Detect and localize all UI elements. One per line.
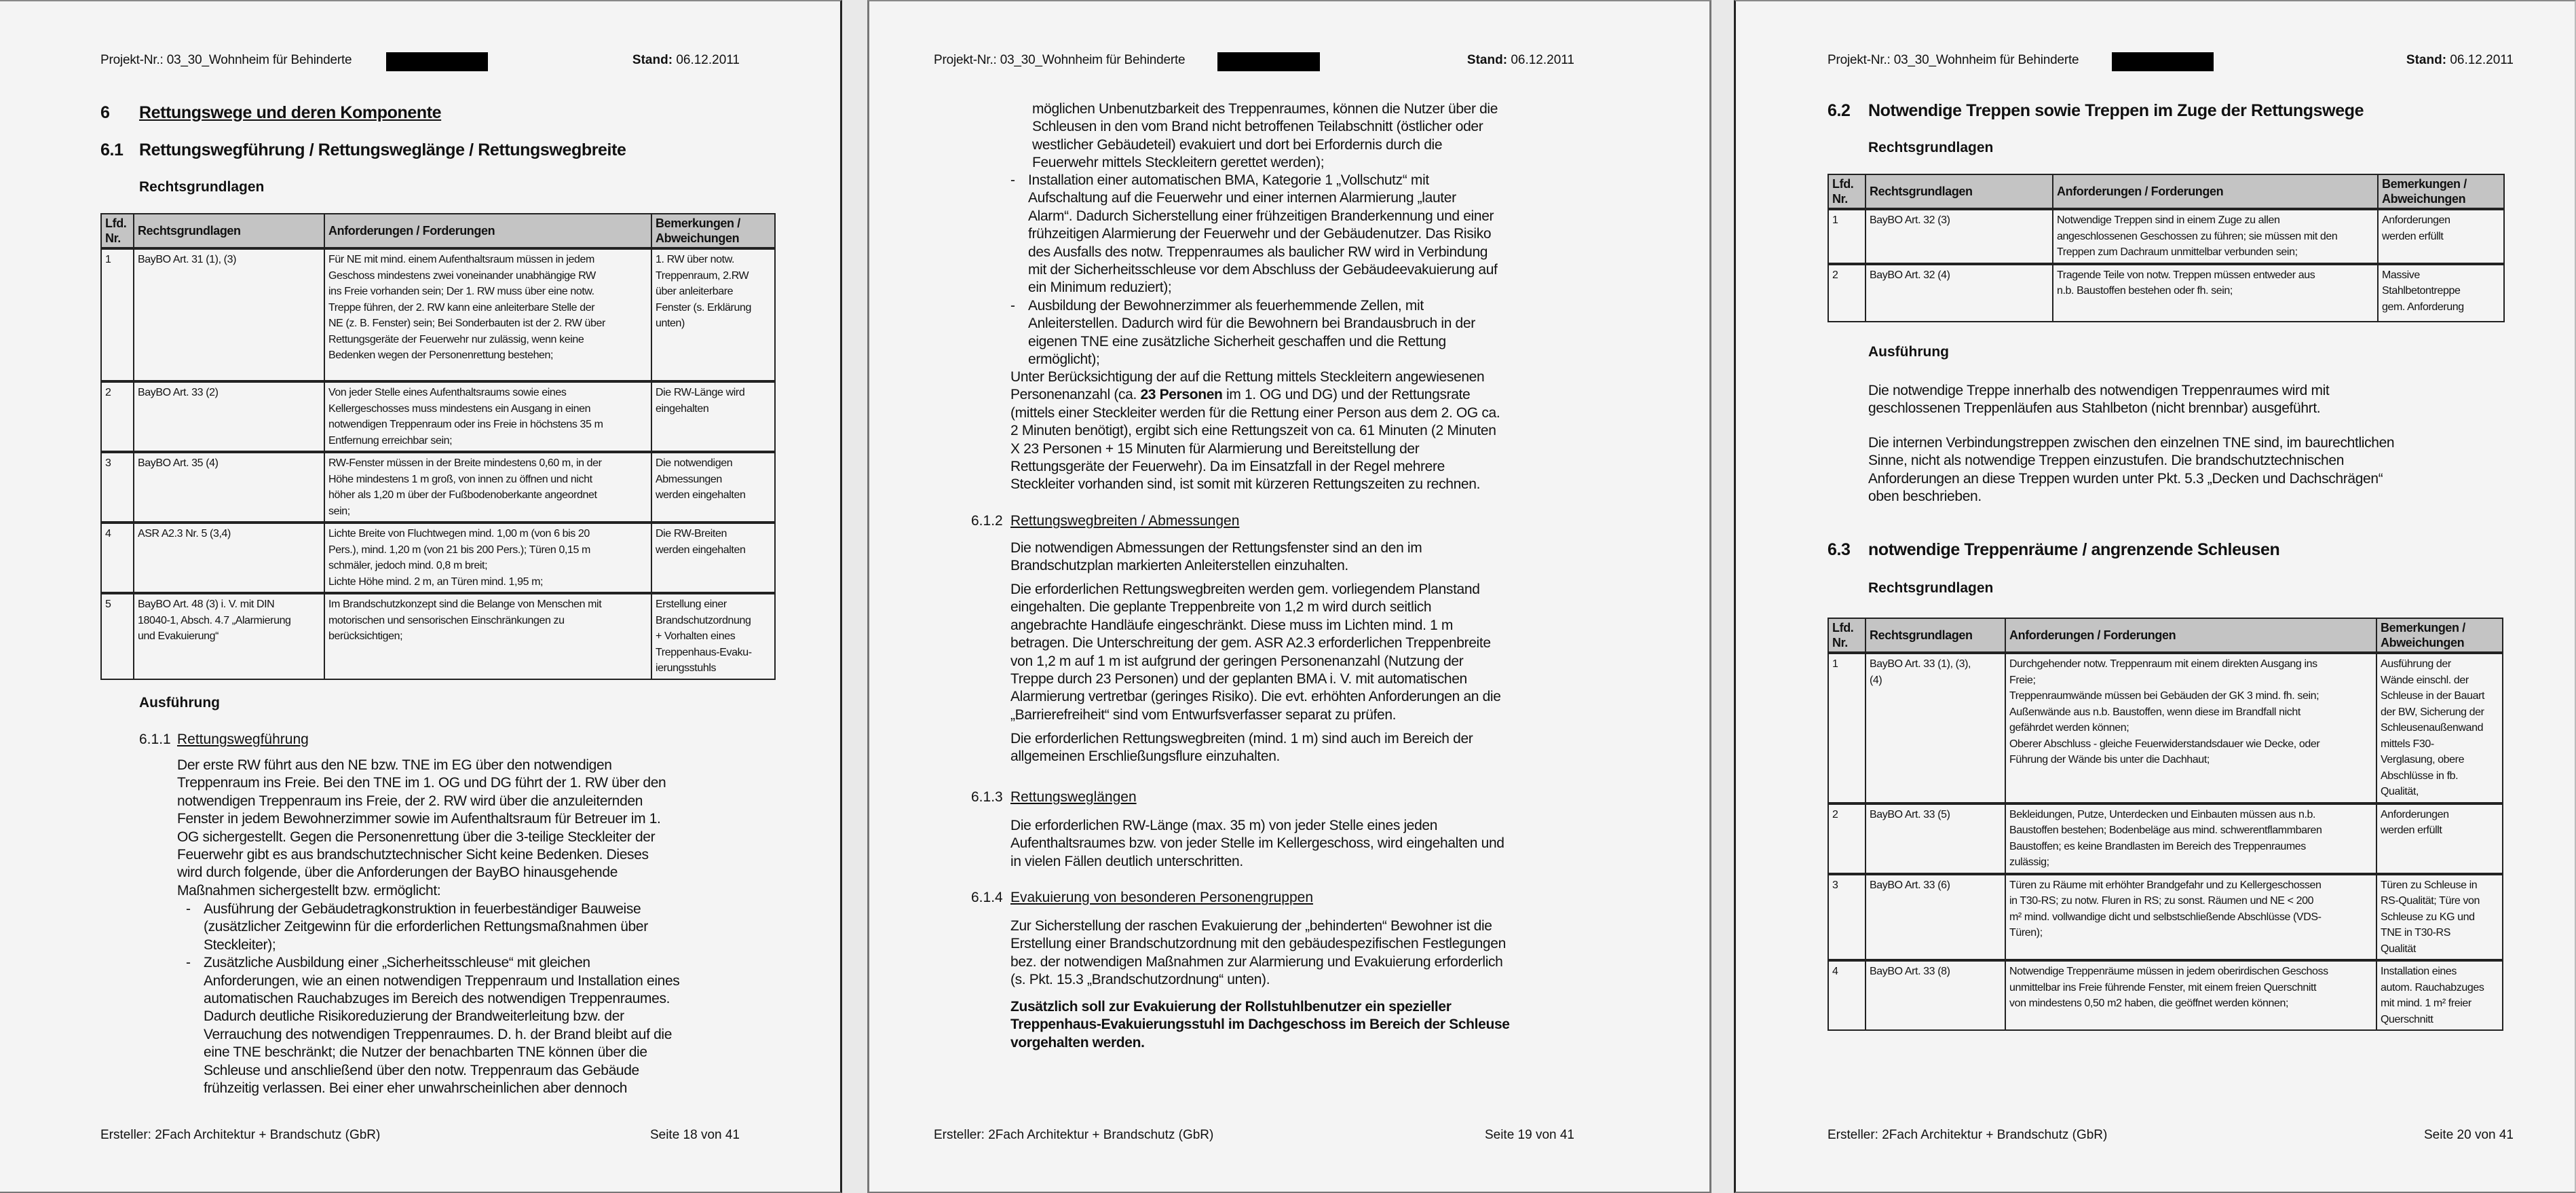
cell-requirements: Lichte Breite von Fluchtwegen mind. 1,00 m (von 6 bis 20 Pers.), mind. 1,20 m (von 21 bis 200 Pers.); Türen 0,15 m schmäler, jedoch mind. 0,8 m breit; Lichte Höhe mind. 2 m, an Türen mind. 1,95 m; (324, 523, 651, 593)
paragraph: Die internen Verbindungstreppen zwischen den einzelnen TNE sind, im baurechtlichen Sinne, nicht als notwendige Treppen einzustufen. Die brandschutztechnischen Anforderungen an diese Treppen wurden unter Pkt. 5.3 „Decken und Dachschrägen“ oben beschrieben. (1868, 435, 2395, 505)
cell-remarks: Die notwendigen Abmessungen werden eingehalten (651, 452, 775, 523)
cell-remarks: Ausführung der Wände einschl. der Schleuse in der Bauart der BW, Sicherung der Schleusenaußenwand mittels F30- Verglasung, obere Abschlüsse in fb. Qualität, (2376, 653, 2503, 803)
cell-row-number: 2 (1828, 803, 1865, 874)
cell-row-number: 3 (101, 452, 134, 523)
list-item-text: Installation einer automatischen BMA, Kategorie 1 „Vollschutz“ mit Aufschaltung auf die Feuerwehr und einer internen Alarmierung „lauter Alarm“. Dadurch Sicherstellung einer frühzeitigen Branderkennung und einer frühzeitigen Alarmierung der Feuerwehr und der Gebäudenutzer. Das Risiko des Ausfalls des notw. Treppenraumes als baulicher RW wird in Verbindung mit der Sicherheitsschleuse vor dem Abschluss der Gebäudeevakuierung auf ein Minimum reduziert); (1028, 172, 1498, 296)
subsection-heading-6-1-1 (139, 732, 309, 748)
paragraph-emphasis: Zusätzlich soll zur Evakuierung der Rollstuhlbenutzer ein spezieller Treppenhaus-Evakuierungsstuhl im Dachgeschoss im Bereich der Schleuse vorgehalten werden. (1010, 999, 1510, 1050)
redaction-bar (2112, 52, 2214, 71)
list-item (1010, 172, 1594, 297)
cell-remarks: Massive Stahlbetontreppe gem. Anforderung (2378, 264, 2504, 322)
section-number: 6 (100, 103, 110, 122)
legal-basis-heading: Rechtsgrundlagen (1868, 140, 1994, 155)
subsection-heading-6-1-2 (971, 513, 1240, 529)
bullet-dash: - (186, 955, 191, 971)
table-row (1828, 264, 2504, 322)
cell-remarks: Installation eines autom. Rauchabzuges mit mind. 1 m² freier Querschnitt (2376, 960, 2503, 1030)
column-header-remarks: Bemerkungen / Abweichungen (2378, 174, 2504, 209)
column-header-remarks: Bemerkungen / Abweichungen (651, 214, 775, 248)
footer-page-number: Seite 19 von 41 (1484, 1128, 1574, 1142)
table-row (101, 593, 775, 679)
subsection-heading-6-1-4 (971, 890, 1313, 906)
table-row (1828, 209, 2504, 264)
section-number: 6.2 (1827, 101, 1851, 120)
cell-legal-basis: BayBO Art. 48 (3) i. V. mit DIN 18040-1, Absch. 4.7 „Alarmierung und Evakuierung“ (134, 593, 324, 679)
cell-legal-basis: BayBO Art. 32 (3) (1865, 209, 2053, 264)
legal-requirements-table (100, 213, 776, 680)
table-row (101, 381, 775, 452)
cell-row-number: 1 (1828, 209, 1865, 264)
cell-requirements: Im Brandschutzkonzept sind die Belange von Menschen mit motorischen und sensorischen Einschränkungen zu berücksichtigen; (324, 593, 651, 679)
bullet-dash: - (1010, 172, 1015, 188)
date-label: Stand: (1466, 53, 1508, 67)
section-heading-6-3 (1827, 540, 2280, 560)
measures-list (1010, 172, 1594, 368)
document-page-20 (1734, 0, 2576, 1193)
table-row (101, 248, 775, 381)
paragraph: Die notwendigen Abmessungen der Rettungsfenster sind an den im Brandschutzplan markierten Anleiterstellen einzuhalten. (1010, 540, 1422, 574)
section-number: 6.1 (100, 140, 124, 159)
cell-remarks: 1. RW über notw. Treppenraum, 2.RW über anleiterbare Fenster (s. Erklärung unten) (651, 248, 775, 381)
date-value: 06.12.2011 (1511, 53, 1574, 67)
cell-requirements: Notwendige Treppen sind in einem Zuge zu allen angeschlossenen Geschossen zu führen; sie müssen mit den Treppen zum Dachraum unmittelbar verbunden sein; (2053, 209, 2378, 264)
cell-requirements: Durchgehender notw. Treppenraum mit einem direkten Ausgang ins Freie; Treppenraumwände müssen bei Gebäuden der GK 3 mind. fh. sein; Außenwände aus n.b. Baustoffen, wenn diese im Brandfall nicht gefährdet werden können; Oberer Abschluss - gleiche Feuerwiderstandsdauer wie Decke, oder Führung der Wände bis unter die Dachhaut; (2005, 653, 2376, 803)
bullet-dash: - (1010, 297, 1015, 314)
list-item (186, 954, 797, 1097)
paragraph: Zur Sicherstellung der raschen Evakuierung der „behinderten“ Bewohner ist die Erstellung einer Brandschutzordnung mit den gebäudespezifischen Festlegungen bez. der notwendigen Maßnahmen zur Alarmierung und Evakuierung erforderlich (s. Pkt. 15.3 „Brandschutzordnung“ unten). (1010, 918, 1506, 988)
text: im 1. OG und DG) und der Rettungsrate (mittels einer Steckleiter werden für die Rettung einer Person aus dem 2. OG ca. 2 Minuten benötigt), ergibt sich eine Rettungszeit von ca. 61 Minuten (2 Minuten X 23 Personen + 15 Minuten für Alarmierung und Bereitstellung der Rettungsgeräte der Feuerwehr). Da im Einsatzfall in der Regel mehrere Steckleiter vorhanden sind, ist somit mit kürzeren Rettungszeiten zu rechnen. (1010, 387, 1500, 493)
execution-heading: Ausführung (1868, 344, 1949, 360)
cell-row-number: 1 (1828, 653, 1865, 803)
subsection-number: 6.1.4 (971, 890, 1003, 905)
table-header-row (101, 214, 775, 248)
cell-requirements: Türen zu Räume mit erhöhter Brandgefahr und zu Kellergeschossen in T30-RS; zu notw. Fluren in RS; zu sonst. Räumen und NE < 200 m² mind. vollwandige dicht und selbstschließende Abschlüsse (VDS- Türen); (2005, 874, 2376, 961)
subsection-number: 6.1.1 (139, 732, 171, 747)
table-row (101, 523, 775, 593)
text: Unter Berücksichtigung der auf die Rettung mittels Steckleitern angewiesenen Personenanzahl (ca. (1010, 369, 1485, 403)
document-date (2406, 53, 2514, 68)
section-heading-6 (100, 103, 442, 123)
table-header-row (1828, 618, 2503, 653)
measures-list (186, 901, 797, 1097)
cell-row-number: 4 (101, 523, 134, 593)
subsection-number: 6.1.3 (971, 789, 1003, 805)
footer-page-number: Seite 20 von 41 (2423, 1128, 2514, 1142)
cell-legal-basis: BayBO Art. 33 (6) (1865, 874, 2005, 961)
paragraph: Die erforderlichen RW-Länge (max. 35 m) von jeder Stelle eines jeden Aufenthaltsraumes bzw. von jeder Stelle im Kellergeschoss, wird eingehalten und in vielen Fällen deutlich unterschritten. (1010, 818, 1504, 869)
project-number: Projekt-Nr.: 03_30_Wohnheim für Behinderte (1827, 53, 2079, 67)
table-row (1828, 653, 2503, 803)
section-number: 6.3 (1827, 540, 1851, 559)
paragraph-continuation: möglichen Unbenutzbarkeit des Treppenraumes, können die Nutzer über die Schleusen in den vom Brand nicht betroffenen Teilabschnitt (östlicher oder westlicher Gebäudeteil) evakuiert und dort bei Erfordernis durch die Feuerwehr mittels Steckleitern gerettet werden); (1032, 101, 1498, 171)
cell-requirements: Notwendige Treppenräume müssen in jedem oberirdischen Geschoss unmittelbar ins Freie führende Fenster, mit einem freien Querschnitt von mindestens 0,50 m2 haben, die geöffnet werden können; (2005, 960, 2376, 1030)
redaction-bar (386, 52, 488, 71)
list-item (186, 901, 797, 954)
cell-legal-basis: BayBO Art. 33 (2) (134, 381, 324, 452)
cell-row-number: 3 (1828, 874, 1865, 961)
paragraph-escape-route: Der erste RW führt aus den NE bzw. TNE im EG über den notwendigen Treppenraum ins Freie. Bei den TNE im 1. OG und DG führt der 1. RW über den notwendigen Treppenraum ins Freie, der 2. RW wird über die anzuleiternden Fenster in jedem Bewohnerzimmer sowie im Aufenthaltsraum für Betreuer im 1. OG sichergestellt. Gegen die Personenrettung über die 3-teilige Steckleiter der Feuerwehr gibt es aus brandschutztechnischer Sicht keine Bedenken. Dieses wird durch folgende, über die Anforderungen der BayBO hinausgehende Maßnahmen sichergestellt bzw. ermöglicht: (177, 757, 666, 898)
footer-page-number: Seite 18 von 41 (649, 1128, 740, 1142)
table-row (101, 452, 775, 523)
subsection-title: Rettungswegbreiten / Abmessungen (1010, 513, 1240, 529)
subsection-number: 6.1.2 (971, 513, 1003, 529)
paragraph-rescue-time (1010, 368, 1594, 494)
document-page-18 (0, 0, 842, 1193)
column-header-legal-basis: Rechtsgrundlagen (1865, 174, 2053, 209)
project-number: Projekt-Nr.: 03_30_Wohnheim für Behinderte (934, 53, 1186, 67)
footer-creator: Ersteller: 2Fach Architektur + Brandschutz (GbR) (1827, 1128, 2108, 1142)
document-page-19 (867, 0, 1711, 1193)
cell-requirements: Bekleidungen, Putze, Unterdecken und Einbauten müssen aus n.b. Baustoffen bestehen; Bodenbeläge aus mind. schwerentflammbaren Baustoffen; es keine Brandlasten im Bereich des Treppenraumes zulässig; (2005, 803, 2376, 874)
cell-legal-basis: BayBO Art. 35 (4) (134, 452, 324, 523)
subsection-title: Evakuierung von besonderen Personengruppen (1010, 890, 1313, 905)
table-row (1828, 874, 2503, 961)
cell-row-number: 5 (101, 593, 134, 679)
cell-row-number: 1 (101, 248, 134, 381)
section-heading-6-2 (1827, 101, 2364, 121)
column-header-legal-basis: Rechtsgrundlagen (1865, 618, 2005, 653)
cell-row-number: 4 (1828, 960, 1865, 1030)
cell-requirements: Tragende Teile von notw. Treppen müssen entweder aus n.b. Baustoffen bestehen oder fh. sein; (2053, 264, 2378, 322)
cell-remarks: Anforderungen werden erfüllt (2376, 803, 2503, 874)
legal-basis-heading: Rechtsgrundlagen (1868, 580, 1994, 596)
cell-legal-basis: BayBO Art. 32 (4) (1865, 264, 2053, 322)
cell-requirements: RW-Fenster müssen in der Breite mindestens 0,60 m, in der Höhe mindestens 1 m groß, von innen zu öffnen und nicht höher als 1,20 m über der Fußbodenoberkante angeordnet sein; (324, 452, 651, 523)
column-header-remarks: Bemerkungen / Abweichungen (2376, 618, 2503, 653)
paragraph: Die notwendige Treppe innerhalb des notwendigen Treppenraumes wird mit geschlossenen Treppenläufen aus Stahlbeton (nicht brennbar) ausgeführt. (1868, 383, 2330, 417)
date-label: Stand: (632, 53, 673, 67)
stairwell-requirements-table (1827, 618, 2503, 1031)
cell-legal-basis: BayBO Art. 33 (1), (3), (4) (1865, 653, 2005, 803)
cell-legal-basis: BayBO Art. 33 (5) (1865, 803, 2005, 874)
cell-remarks: Türen zu Schleuse in RS-Qualität; Türe von Schleuse zu KG und TNE in T30-RS Qualität (2376, 874, 2503, 961)
column-header-row-number: Lfd. Nr. (1828, 618, 1865, 653)
column-header-row-number: Lfd. Nr. (101, 214, 134, 248)
document-date (632, 53, 740, 68)
cell-requirements: Für NE mit mind. einem Aufenthaltsraum müssen in jedem Geschoss mindestens zwei voneinander unabhängige RW ins Freie vorhanden sein; Der 1. RW muss über eine notw. Treppe führen, der 2. RW kann eine anleiterbare Stelle der NE (z. B. Fenster) sein; Bei Sonderbauten ist der 2. RW über Rettungsgeräte der Feuerwehr nur zulässig, wenn keine Bedenken wegen der Personenrettung bestehen; (324, 248, 651, 381)
column-header-legal-basis: Rechtsgrundlagen (134, 214, 324, 248)
section-title: Rettungswege und deren Komponente (139, 103, 442, 122)
cell-row-number: 2 (1828, 264, 1865, 322)
section-heading-6-1 (100, 140, 626, 160)
list-item (1010, 297, 1594, 369)
column-header-requirements: Anforderungen / Forderungen (2005, 618, 2376, 653)
table-row (1828, 960, 2503, 1030)
column-header-row-number: Lfd. Nr. (1828, 174, 1865, 209)
table-row (1828, 803, 2503, 874)
list-item-text: Zusätzliche Ausbildung einer „Sicherheitsschleuse“ mit gleichen Anforderungen, wie an einen notwendigen Treppenraum und Installation eines automatischen Rauchabzuges im Bereich des notwendigen Treppenraumes. Dadurch deutliche Risikoreduzierung der Brandweiterleitung bzw. der Verrauchung des notwendigen Treppenraumes. D. h. der Brand bleibt auf die eine TNE beschränkt; die Nutzer der benachbarten TNE können über die Schleuse und anschließend über den notw. Treppenraum das Gebäude frühzeitig verlassen. Bei einer eher unwahrscheinlichen aber dennoch (204, 955, 680, 1097)
list-item-text: Ausbildung der Bewohnerzimmer als feuerhemmende Zellen, mit Anleiterstellen. Dadurch wird für die Bewohnern bei Brandausbruch in der eigenen TNE eine zusätzliche Sicherheit geschaffen und die Rettung ermöglicht); (1028, 297, 1475, 368)
list-item-text: Ausführung der Gebäudetragkonstruktion in feuerbeständiger Bauweise (zusätzlicher Zeitgewinn für die erforderlichen Rettungsmaßnahmen über Steckleiter); (204, 901, 648, 953)
section-title: Rettungswegführung / Rettungsweglänge / Rettungswegbreite (139, 140, 626, 159)
cell-row-number: 2 (101, 381, 134, 452)
cell-remarks: Anforderungen werden erfüllt (2378, 209, 2504, 264)
column-header-requirements: Anforderungen / Forderungen (2053, 174, 2378, 209)
stairs-requirements-table (1827, 174, 2505, 322)
cell-legal-basis: BayBO Art. 33 (8) (1865, 960, 2005, 1030)
date-value: 06.12.2011 (2450, 53, 2514, 67)
paragraph: Die erforderlichen Rettungswegbreiten (mind. 1 m) sind auch im Bereich der allgemeinen Erschließungsflure einzuhalten. (1010, 731, 1473, 765)
emphasis-text: 23 Personen (1140, 387, 1223, 403)
legal-basis-heading: Rechtsgrundlagen (139, 179, 265, 195)
redaction-bar (1217, 52, 1320, 71)
cell-remarks: Die RW-Länge wird eingehalten (651, 381, 775, 452)
cell-remarks: Die RW-Breiten werden eingehalten (651, 523, 775, 593)
execution-heading: Ausführung (139, 695, 220, 711)
section-title: Notwendige Treppen sowie Treppen im Zuge der Rettungswege (1868, 101, 2364, 120)
document-date (1467, 53, 1574, 68)
date-value: 06.12.2011 (676, 53, 740, 67)
bullet-dash: - (186, 901, 191, 917)
project-number: Projekt-Nr.: 03_30_Wohnheim für Behinderte (100, 53, 352, 67)
date-label: Stand: (2406, 53, 2447, 67)
footer-creator: Ersteller: 2Fach Architektur + Brandschutz (GbR) (934, 1128, 1214, 1142)
cell-requirements: Von jeder Stelle eines Aufenthaltsraums sowie eines Kellergeschosses muss mindestens ein Ausgang in einen notwendigen Treppenraum oder ins Freie in höchstens 35 m Entfernung erreichbar sein; (324, 381, 651, 452)
table-header-row (1828, 174, 2504, 209)
column-header-requirements: Anforderungen / Forderungen (324, 214, 651, 248)
subsection-title: Rettungswegführung (177, 732, 309, 747)
paragraph: Die erforderlichen Rettungswegbreiten werden gem. vorliegendem Planstand eingehalten. Die geplante Treppenbreite von 1,2 m wird durch seitlich angebrachte Handläufe eingeschränkt. Diese muss im Lichten mind. 1 m betragen. Die Unterschreitung der gem. ASR A2.3 erforderlichen Treppenbreite von 1,2 m auf 1 m ist aufgrund der geringen Personenanzahl (Nutzung der Treppe durch 23 Personen) und der geplanten BMA i. V. mit automatischen Alarmierung vertretbar (geringes Risiko). Die evt. erhöhten Anforderungen an die „Barrierefreiheit“ sind vom Entwurfsverfasser separat zu prüfen. (1010, 582, 1501, 723)
section-title: notwendige Treppenräume / angrenzende Schleusen (1868, 540, 2280, 559)
cell-legal-basis: ASR A2.3 Nr. 5 (3,4) (134, 523, 324, 593)
subsection-heading-6-1-3 (971, 789, 1137, 806)
cell-legal-basis: BayBO Art. 31 (1), (3) (134, 248, 324, 381)
subsection-title: Rettungsweglängen (1010, 789, 1137, 805)
footer-creator: Ersteller: 2Fach Architektur + Brandschutz (GbR) (100, 1128, 381, 1142)
cell-remarks: Erstellung einer Brandschutzordnung + Vorhalten eines Treppenhaus-Evaku- ierungsstuhls (651, 593, 775, 679)
